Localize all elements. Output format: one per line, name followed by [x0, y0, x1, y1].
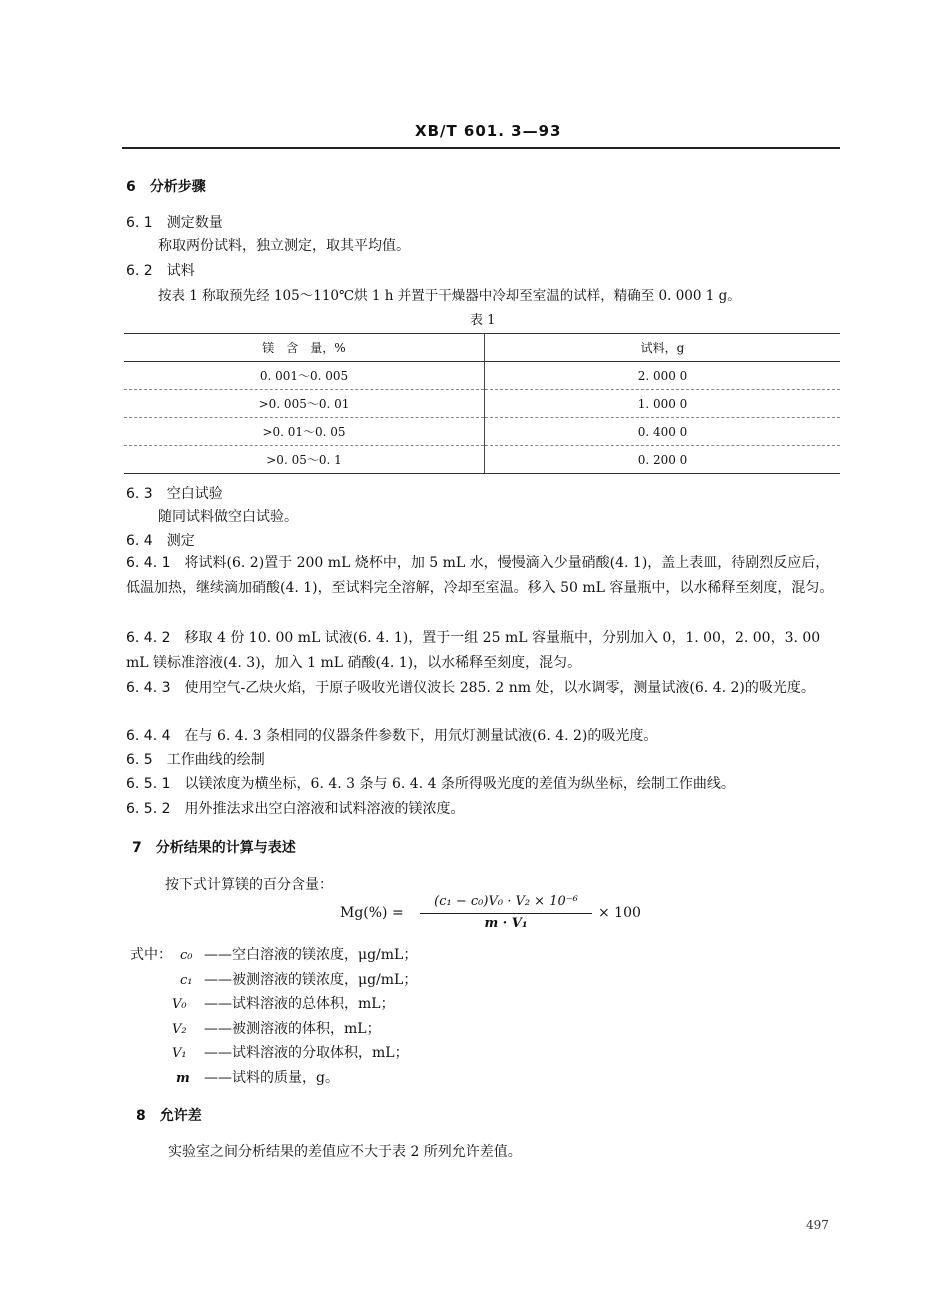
clause-6-5-1 [126, 772, 735, 796]
clause-6-5-2 [126, 797, 465, 821]
table-1 [124, 333, 840, 474]
variable-description: ——试料溶液的总体积，mL； [204, 996, 395, 1012]
table-cell: >0. 01～0. 05 [124, 418, 485, 446]
clause-number: 6. 4. 4 [126, 728, 171, 744]
clause-6-4-2 [126, 626, 840, 676]
clause-text: 用外推法求出空白溶液和试料溶液的镁浓度。 [184, 801, 465, 817]
clause-6-2-heading [126, 260, 195, 280]
variable-description: ——试料溶液的分取体积，mL； [204, 1045, 409, 1061]
clause-6-3-heading [126, 483, 223, 503]
variable-symbol: V₁ [172, 1046, 187, 1061]
formula-numerator: (c₁ − c₀)V₀ · V₂ × 10⁻⁶ [434, 894, 578, 909]
header-rule [122, 147, 840, 149]
clause-6-4-4 [126, 724, 657, 748]
clause-text: 在与 6. 4. 3 条相同的仪器条件参数下，用氘灯测量试液(6. 4. 2)的吸光度。 [184, 728, 658, 744]
variable-symbol: c₀ [180, 948, 193, 963]
clause-number: 6. 3 [126, 486, 153, 502]
table-row [124, 418, 840, 446]
section-6-heading [126, 176, 206, 196]
clause-title: 测定数量 [166, 215, 223, 231]
variable-row [172, 1041, 409, 1066]
clause-number: 6. 4. 1 [126, 555, 171, 571]
formula-tail: × 100 [598, 905, 641, 921]
clause-title: 试料 [166, 263, 195, 279]
variable-row [180, 943, 417, 968]
variable-description: ——被测溶液的体积，mL； [204, 1021, 381, 1037]
section-7-heading [132, 837, 296, 857]
section-7-intro: 按下式计算镁的百分含量： [165, 877, 333, 893]
clause-text: 移取 4 份 10. 00 mL 试液(6. 4. 1)，置于一组 25 mL 容量瓶中，分别加入 0，1. 00，2. 00，3. 00 mL 镁标准溶液(4. 3)，加入 1 mL 硝酸(4. 1)，以水稀释至刻度，混匀。 [126, 630, 821, 671]
variable-row [172, 992, 395, 1017]
clause-number: 6. 5. 1 [126, 776, 171, 792]
section-title: 分析结果的计算与表述 [155, 840, 296, 856]
clause-text: 使用空气-乙炔火焰，于原子吸收光谱仪波长 285. 2 nm 处，以水调零，测量试液(6. 4. 2)的吸光度。 [184, 680, 815, 696]
table-1-header-content: 镁 含 量，% [124, 334, 485, 362]
table-cell: >0. 005～0. 01 [124, 390, 485, 418]
table-row [124, 362, 840, 390]
clause-title: 工作曲线的绘制 [166, 752, 265, 768]
section-number: 7 [132, 840, 142, 856]
variable-symbol: m [176, 1071, 190, 1086]
clause-number: 6. 5 [126, 752, 153, 768]
clause-number: 6. 5. 2 [126, 801, 171, 817]
clause-title: 空白试验 [166, 486, 223, 502]
formula-fraction-bar [420, 913, 592, 914]
table-1-header-sample: 试料，g [485, 334, 841, 362]
clause-number: 6. 2 [126, 263, 153, 279]
formula-lhs: Mg(%) = [340, 905, 404, 921]
section-number: 8 [136, 1108, 146, 1124]
page-number: 497 [806, 1218, 829, 1232]
clause-6-4-3 [126, 676, 840, 701]
clause-text: 将试料(6. 2)置于 200 mL 烧杯中，加 5 mL 水，慢慢滴入少量硝酸(4. 1)，盖上表皿，待剧烈反应后，低温加热，继续滴加硝酸(4. 1)，至试料完全溶解，冷却至室温。移入 50 mL 容量瓶中，以水稀释至刻度，混匀。 [126, 555, 834, 596]
variable-row [180, 968, 417, 993]
section-8-heading [136, 1105, 202, 1125]
table-1-caption: 表 1 [470, 313, 496, 328]
clause-6-1-text: 称取两份试料，独立测定，取其平均值。 [158, 238, 410, 254]
clause-number: 6. 4. 2 [126, 630, 171, 646]
clause-6-5-heading [126, 749, 265, 769]
table-row [124, 390, 840, 418]
clause-text: 以镁浓度为横坐标，6. 4. 3 条与 6. 4. 4 条所得吸光度的差值为纵坐标，绘制工作曲线。 [184, 776, 735, 792]
clause-number: 6. 4 [126, 533, 153, 549]
variable-symbol: c₁ [180, 973, 193, 988]
clause-title: 测定 [166, 533, 195, 549]
clause-number: 6. 4. 3 [126, 680, 171, 696]
table-cell: 2. 000 0 [485, 362, 841, 390]
clause-6-4-1 [126, 551, 840, 601]
section-title: 允许差 [159, 1108, 202, 1124]
table-cell: 1. 000 0 [485, 390, 841, 418]
table-row [124, 446, 840, 474]
table-cell: 0. 001～0. 005 [124, 362, 485, 390]
variables-lead: 式中： [130, 947, 172, 963]
section-title: 分析步骤 [149, 179, 206, 195]
variable-symbol: V₂ [172, 1022, 187, 1037]
clause-6-3-text: 随同试料做空白试验。 [158, 509, 298, 525]
clause-6-4-heading [126, 530, 195, 550]
variable-symbol: V₀ [172, 997, 187, 1012]
clause-number: 6. 1 [126, 215, 153, 231]
page-header-code: XB/T 601. 3—93 [415, 122, 562, 140]
clause-6-2-text: 按表 1 称取预先经 105～110℃烘 1 h 并置于干燥器中冷却至室温的试样，精确至 0. 000 1 g。 [158, 288, 741, 304]
section-number: 6 [126, 179, 136, 195]
table-cell: 0. 400 0 [485, 418, 841, 446]
variable-row [172, 1017, 381, 1042]
variable-description: ——被测溶液的镁浓度，μg/mL； [204, 972, 418, 988]
variable-row [176, 1066, 339, 1091]
table-cell: 0. 200 0 [485, 446, 841, 474]
formula-denominator: m · V₁ [484, 916, 528, 931]
variable-description: ——试料的质量，g。 [204, 1070, 339, 1086]
section-8-text: 实验室之间分析结果的差值应不大于表 2 所列允许差值。 [168, 1144, 522, 1160]
table-cell: >0. 05～0. 1 [124, 446, 485, 474]
clause-6-1-heading [126, 212, 223, 232]
variable-description: ——空白溶液的镁浓度，μg/mL； [204, 947, 418, 963]
